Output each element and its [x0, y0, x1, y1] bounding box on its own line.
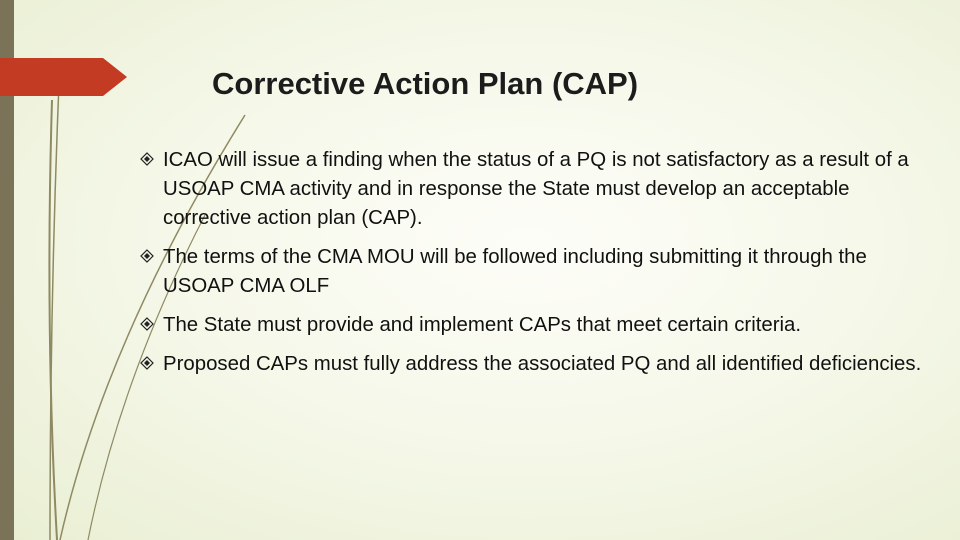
slide-title: Corrective Action Plan (CAP) [212, 66, 639, 101]
bullet-item [140, 311, 930, 340]
bullet-item [140, 350, 930, 379]
diamond-bullet-icon [140, 249, 154, 263]
diamond-bullet-icon [140, 317, 154, 331]
bullet-text: Proposed CAPs must fully address the associated PQ and all identified deficiencies. [163, 353, 922, 375]
title-accent-tab [0, 58, 127, 96]
bullet-item [140, 243, 930, 301]
diamond-bullet-icon [140, 152, 154, 166]
bullet-text: The terms of the CMA MOU will be followed including submitting it through the USOAP CMA OLF [163, 246, 867, 297]
bullet-text: The State must provide and implement CAPs that meet certain criteria. [163, 314, 802, 336]
diamond-bullet-icon [140, 356, 154, 370]
bullet-text: ICAO will issue a finding when the status of a PQ is not satisfactory as a result of a USOAP CMA activity and in response the State must develop an acceptable corrective action plan (CAP). [163, 149, 909, 229]
bullet-item [140, 146, 930, 233]
bullet-list [140, 146, 930, 389]
